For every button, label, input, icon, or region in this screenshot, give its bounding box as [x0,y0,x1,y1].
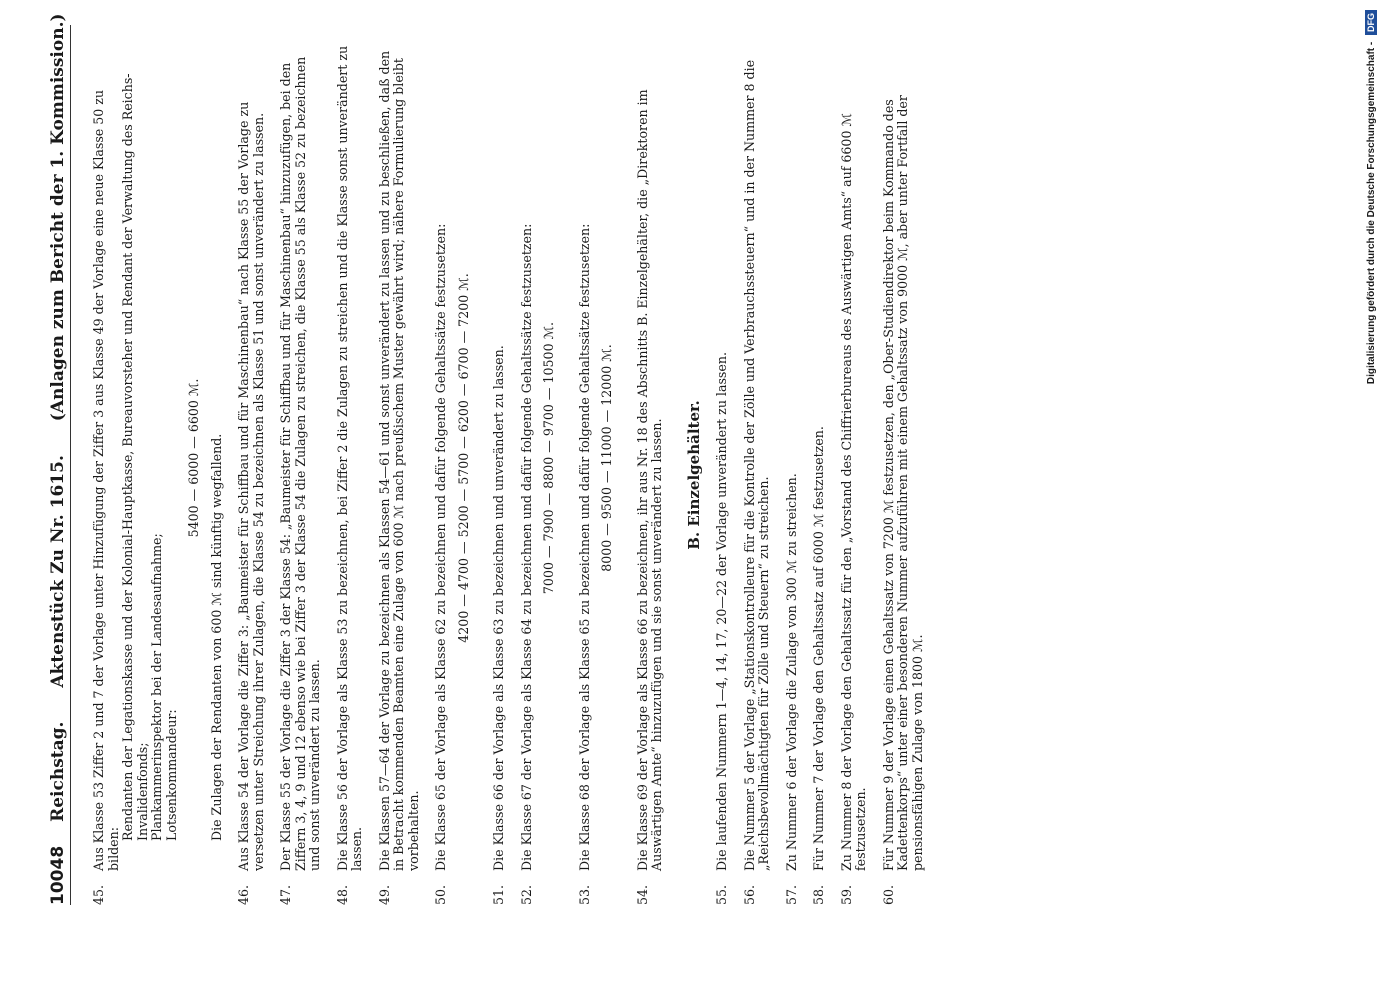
item-text [279,45,323,871]
list-item [237,45,266,905]
item-line: Der Klasse 55 der Vorlage die Ziffer 3 der Klasse 54: „Baumeister für Schiffbau und für Maschinenbau“ hinzuzufügen, bei den Ziffern 3, 4, 9 und 12 ebenso wie bei Ziffer 3 der Klasse 54 die Zulagen zu streichen, die Klasse 55 als Klasse 52 zu bezeichnen und sonst unverändert zu lassen. [278,56,322,871]
list-item [378,45,422,905]
list-item [578,45,623,905]
list-item [715,45,730,905]
item-number: 54. [634,884,650,905]
item-number: 46. [236,884,251,905]
item-line: Die Nummer 5 der Vorlage „Stationskontrolleure für die Kontrolle der Zölle und Verbrauchssteuern“ und in der Nummer 8 die „Reichsbevollmächtigten für Zölle und Steuern“ zu streichen. [741,59,771,871]
header-title: Aktenstück Zu Nr. 1615. [48,455,68,688]
item-line: Für Nummer 7 der Vorlage den Gehaltssatz auf 6000 ℳ festzusetzen. [811,426,826,871]
items-section-a [92,45,665,905]
item-number: 45. [91,884,106,905]
item-number: 59. [838,884,854,905]
item-text [785,45,800,871]
item-text [237,45,266,871]
dfg-logo: DFG [1365,10,1377,35]
footer [1365,10,1377,990]
salary-scale: 4200 — 4700 — 5200 — 5700 — 6200 — 6700 — 7200 ℳ. [455,273,471,643]
header-subtitle: (Anlagen zum Bericht der 1. Kommission.) [48,13,68,422]
item-number: 56. [741,884,757,905]
item-text [434,45,479,871]
item-text [840,45,869,871]
item-line: Die Klasse 66 der Vorlage als Klasse 63 zu bezeichnen und unverändert zu lassen. [491,345,506,871]
list-item [279,45,323,905]
item-number: 49. [376,884,392,905]
item-line: Für Nummer 9 der Vorlage einen Gehaltssatz von 7200 ℳ festzusetzen, den „Ober-Studiendirektor beim Kommando des Kadettenkorps“ unter einer besonderen Nummer aufzuführen mit einem Gehaltssatz von 9000 ℳ, aber unter Fortfall der pensionsfähigen Zulage von 1800 ℳ. [880,95,925,871]
item-subline: Plankammerinspektor bei der Landesaufnahme; [149,533,164,841]
list-item [743,45,772,905]
item-subline: Rendanten der Legationskasse und der Kolonial-Hauptkasse, Bureauvorsteher und Rendant der Verwaltung des Reichs-Invalidenfonds; [120,73,150,841]
page-number: 10048 [48,845,68,905]
item-text [636,45,665,871]
footer-text: Digitalisierung gefördert durch die Deutsche Forschungsgemeinschaft - [1366,41,1377,385]
item-text [812,45,827,871]
item-line: Zu Nummer 6 der Vorlage die Zulage von 300 ℳ zu streichen. [783,473,799,871]
item-text [492,45,507,871]
item-number: 53. [576,884,592,905]
item-number: 47. [278,884,293,905]
item-line: Die Klasse 65 der Vorlage als Klasse 62 zu bezeichnen und dafür folgende Gehaltssätze festzusetzen: [433,223,448,871]
item-subline: Lotsenkommandeur: [163,709,179,841]
header-rule [70,25,71,905]
document-body [92,45,938,905]
list-item [434,45,479,905]
item-line: Die Klasse 56 der Vorlage als Klasse 53 zu bezeichnen, bei Ziffer 2 die Zulagen zu streichen und die Klasse sonst unverändert zu lassen. [334,45,364,871]
item-line: Zu Nummer 8 der Vorlage den Gehaltssatz für den „Vorstand des Chiffrierbureaus des Auswärtigen Amts“ auf 6600 ℳ festzusetzen. [838,113,868,871]
list-item [812,45,827,905]
item-line: Die Klassen 57—64 der Vorlage zu bezeichnen als Klassen 54—61 und sonst unverändert zu lassen und zu beschließen, daß den in Betracht kommenden Beamten eine Zulage von 600 ℳ nach preußischem Muster gewährt wird; nähere Formulierung bleibt vorbehalten. [376,50,421,871]
salary-scale: 8000 — 9500 — 11000 — 12000 ℳ. [599,344,614,572]
item-line: Die Klasse 68 der Vorlage als Klasse 65 zu bezeichnen und dafür folgende Gehaltssätze festzusetzen: [576,223,592,871]
item-number: 51. [491,884,506,905]
item-number: 50. [433,884,448,905]
list-item [520,45,565,905]
list-item [92,45,224,905]
item-text [743,45,772,871]
item-text [520,45,565,871]
item-number: 55. [714,884,729,905]
list-item [882,45,926,905]
item-line: Aus Klasse 53 Ziffer 2 und 7 der Vorlage unter Hinzufügung der Ziffer 3 aus Klasse 49 der Vorlage eine neue Klasse 50 zu bilden: [91,89,121,871]
item-text [336,45,365,871]
list-item [636,45,665,905]
list-item [492,45,507,905]
item-text [578,45,623,871]
item-number: 48. [334,884,350,905]
items-section-b [715,45,925,905]
item-text [715,45,730,871]
list-item [336,45,365,905]
salary-scale: 5400 — 6000 — 6600 ℳ. [186,378,201,538]
item-line: Die Klasse 67 der Vorlage als Klasse 64 zu bezeichnen und dafür folgende Gehaltssätze festzusetzen: [518,223,534,871]
section-heading-b: B. Einzelgehälter. [684,400,703,550]
page-header [48,13,88,905]
item-text [92,45,224,871]
list-item [785,45,800,905]
item-number: 57. [783,884,799,905]
item-line: Die laufenden Nummern 1—4, 14, 17, 20—22 der Vorlage unverändert zu lassen. [714,352,729,871]
item-line: Aus Klasse 54 der Vorlage die Ziffer 3: „Baumeister für Schiffbau und für Maschinenbau“ nach Klasse 55 der Vorlage zu versetzen unter Streichung ihrer Zulagen, die Klasse 54 zu bezeichnen als Klasse 51 und sonst unverändert zu lassen. [236,101,266,871]
list-item [840,45,869,905]
item-text [882,45,926,871]
item-number: 58. [811,884,826,905]
item-number: 52. [518,884,534,905]
item-note: Die Zulagen der Rendanten von 600 ℳ sind künftig wegfallend. [208,433,224,841]
item-line: Die Klasse 69 der Vorlage als Klasse 66 zu bezeichnen, ihr aus Nr. 18 des Abschnitts B. Einzelgehälter, die „Direktoren im Auswärtigen Amte“ hinzuzufügen und sie sonst unverändert zu lassen. [634,89,664,871]
header-left: Reichstag. [48,721,68,822]
item-text [378,45,422,871]
salary-scale: 7000 — 7900 — 8800 — 9700 — 10500 ℳ. [541,321,556,595]
item-number: 60. [880,884,896,905]
